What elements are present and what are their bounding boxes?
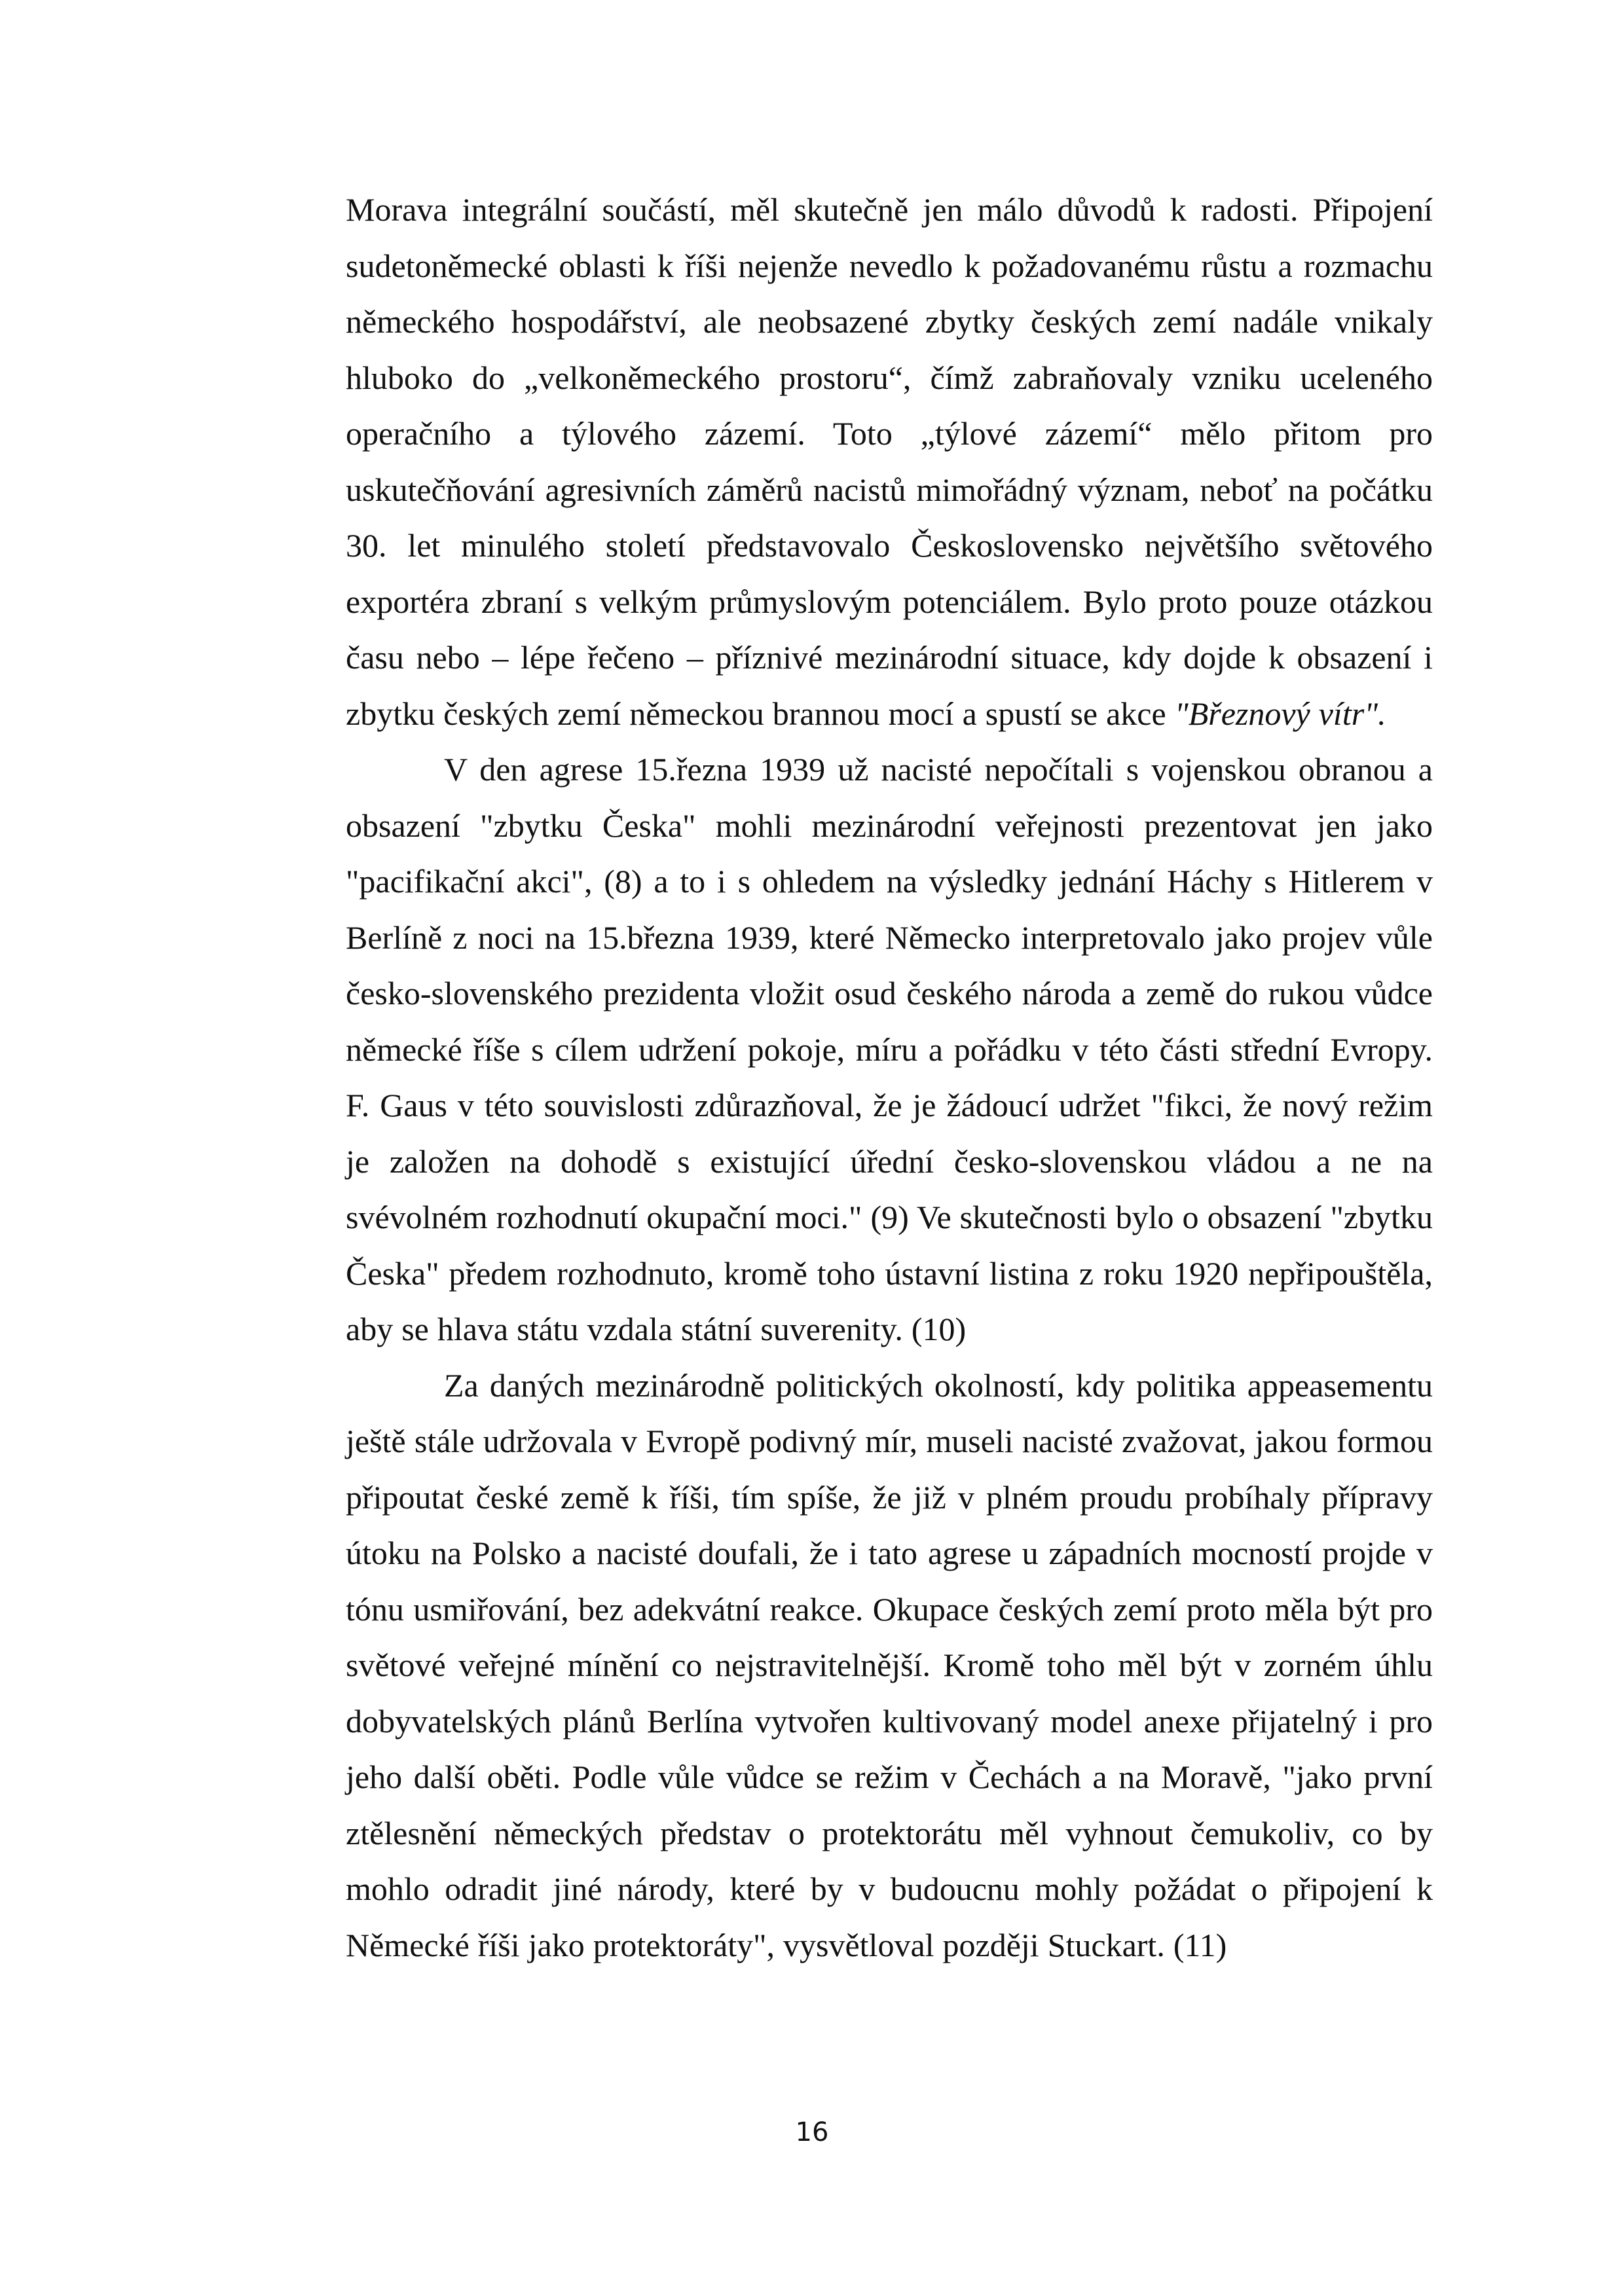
paragraph-3-text: Za daných mezinárodně politických okolností, kdy politika appeasementu ještě stále udržovala v Evropě podivný mír, museli nacisté zvažovat, jakou formou připoutat české země k říši, tím spíše, že již v plném proudu probíhaly přípravy útoku na Polsko a nacisté doufali, že i tato agrese u západních mocností projde v tónu usmiřování, bez adekvátní reakce. Okupace českých zemí proto měla být pro světové veřejné mínění co nejstravitelnější. Kromě toho měl být v zorném úhlu dobyvatelských plánů Berlína vytvořen kultivovaný model anexe přijatelný i pro jeho další oběti. Podle vůle vůdce se režim v Čechách a na Moravě, "jako první ztělesnění německých představ o protektorátu měl vyhnout čemukoliv, co by mohlo odradit jiné národy, které by v budoucnu mohly požádat o připojení k Německé říši jako protektoráty", vysvětloval později Stuckart. (11) [346, 1366, 1433, 1963]
paragraph-1-text: Morava integrální součástí, měl skutečně jen málo důvodů k radosti. Připojení sudetoněmecké oblasti k říši nejenže nevedlo k požadovanému růstu a rozmachu německého hospodářství, ale neobsazené zbytky českých zemí nadále vnikaly hluboko do „velkoněmeckého prostoru“, čímž zabraňovaly vzniku uceleného operačního a týlového zázemí. Toto „týlové zázemí“ mělo přitom pro uskutečňování agresivních záměrů nacistů mimořádný význam, neboť na počátku 30. let minulého století představovalo Československo největšího světového exportéra zbraní s velkým průmyslovým potenciálem. Bylo proto pouze otázkou času nebo – lépe řečeno – příznivé mezinárodní situace, kdy dojde k obsazení i zbytku českých zemí německou brannou mocí a spustí se akce [346, 191, 1433, 732]
paragraph-1-italic-text: "Březnový vítr". [1174, 695, 1386, 732]
paragraph-3 [346, 1358, 1433, 1974]
paragraph-1 [346, 182, 1433, 742]
paragraph-2 [346, 742, 1433, 1358]
page-number: 16 [795, 2117, 829, 2147]
paragraph-2-text: V den agrese 15.řezna 1939 už nacisté nepočítali s vojenskou obranou a obsazení "zbytku Česka" mohli mezinárodní veřejnosti prezentovat jen jako "pacifikační akci", (8) a to i s ohledem na výsledky jednání Háchy s Hitlerem v Berlíně z noci na 15.března 1939, které Německo interpretovalo jako projev vůle česko-slovenského prezidenta vložit osud českého národa a země do rukou vůdce německé říše s cílem udržení pokoje, míru a pořádku v této části střední Evropy. F. Gaus v této souvislosti zdůrazňoval, že je žádoucí udržet "fikci, že nový režim je založen na dohodě s existující úřední česko-slovenskou vládou a ne na svévolném rozhodnutí okupační moci." (9) Ve skutečnosti bylo o obsazení "zbytku Česka" předem rozhodnuto, kromě toho ústavní listina z roku 1920 nepřipouštěla, aby se hlava státu vzdala státní suverenity. (10) [346, 751, 1433, 1347]
body-text [346, 182, 1433, 1973]
